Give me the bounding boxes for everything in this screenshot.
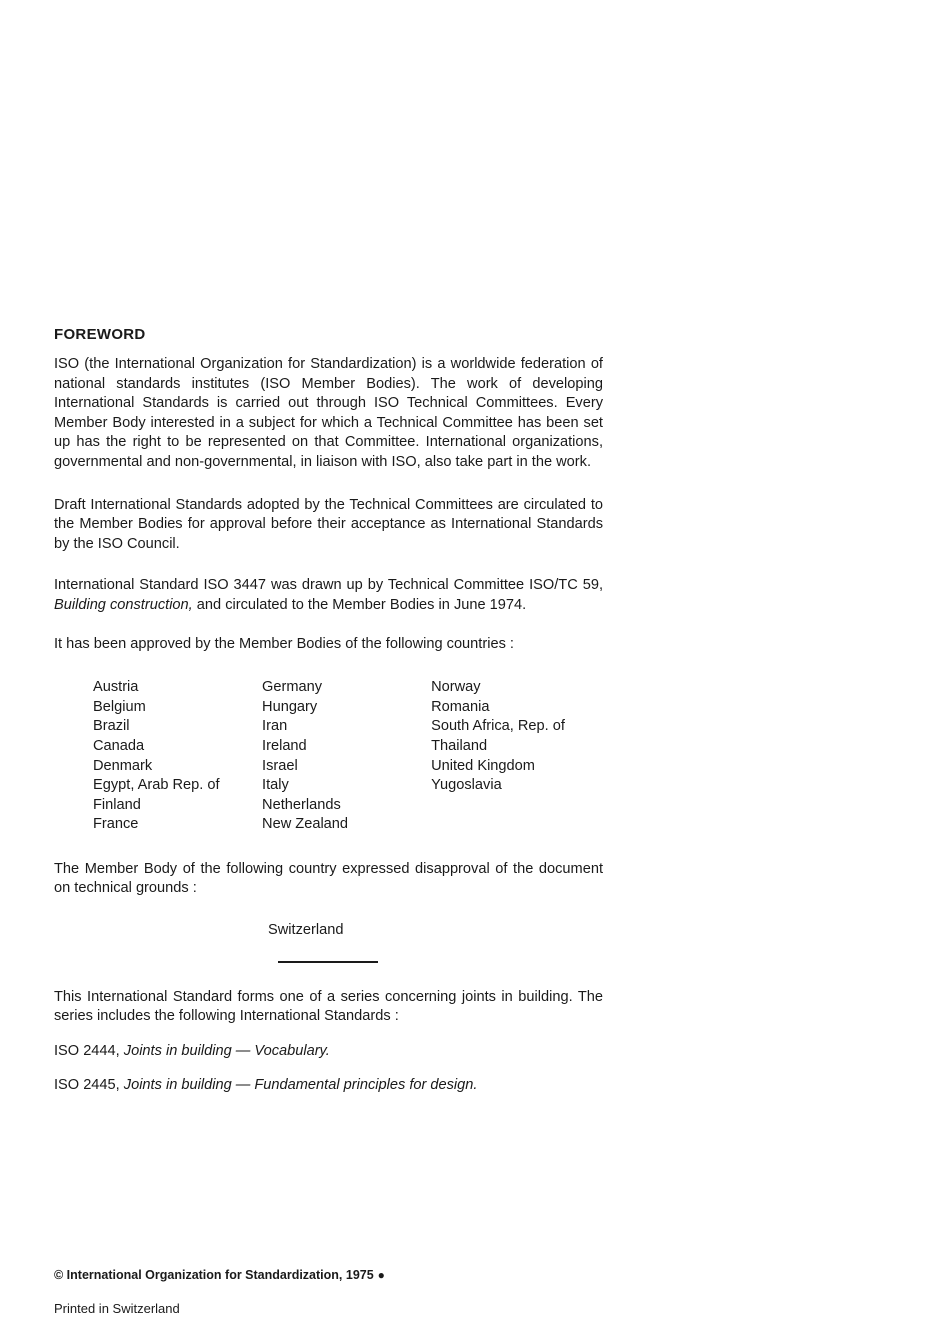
country-item: Ireland [262,737,307,754]
foreword-paragraph-approval: It has been approved by the Member Bodies of the following countries : [54,635,514,652]
country-item: Italy [262,777,289,794]
disapproving-country: Switzerland [268,922,344,939]
reference-item [54,1042,603,1062]
country-item: Romania [431,698,490,715]
country-item: Brazil [93,718,130,735]
country-item: Israel [262,757,298,774]
country-item: Germany [262,679,323,696]
bullet-icon: ● [377,1268,385,1282]
foreword-heading: FOREWORD [54,326,146,343]
copyright-text: © International Organization for Standardization, 1975 [54,1268,374,1282]
country-item: France [93,816,139,833]
foreword-section [54,326,603,1096]
foreword-paragraph-series: This International Standard forms one of a series concerning joints in building. The series includes the following International Standards : [54,988,603,1025]
country-item: Finland [93,796,141,813]
country-item: Austria [93,679,139,696]
standard-text-before: International Standard ISO 3447 was drawn up by Technical Committee ISO/TC 59, [54,577,603,594]
country-item: New Zealand [262,816,349,833]
foreword-paragraph-standard [54,576,603,615]
countries-column-3 [431,678,603,835]
reference-number: ISO 2444, [54,1042,124,1059]
country-item: United Kingdom [431,757,535,774]
standard-text-after: and circulated to the Member Bodies in June 1974. [192,596,527,613]
reference-title: Joints in building — Fundamental principles for design. [123,1077,478,1094]
reference-item [54,1076,603,1096]
reference-number: ISO 2445, [54,1077,124,1094]
reference-title: Joints in building — Vocabulary. [123,1042,330,1059]
country-item: Norway [431,679,481,696]
foreword-paragraph-iso: ISO (the International Organization for Standardization) is a worldwide federation of national standards institutes (ISO Member Bodies). The work of developing International Standards is carried out through ISO Technical Committees. Every Member Body interested in a subject for which a Technical Committee has been set up has the right to be represented on that Committee. International organizations, governmental and non-governmental, in liaison with ISO, also take part in the work. [54,356,603,470]
section-divider [278,961,378,963]
countries-column-2 [262,678,431,835]
copyright-notice [54,1268,385,1282]
countries-column-1 [93,678,262,835]
country-item: Netherlands [262,796,341,813]
country-item: Thailand [431,737,488,754]
country-item: Hungary [262,698,318,715]
country-item: Canada [93,737,145,754]
committee-title: Building construction, [54,596,193,613]
foreword-paragraph-drafts: Draft International Standards adopted by the Technical Committees are circulated to the Member Bodies for approval before their acceptance as International Standards by the ISO Council. [54,496,603,552]
country-item: Belgium [93,698,146,715]
approving-countries-list [93,678,603,835]
foreword-paragraph-disapproval: The Member Body of the following country expressed disapproval of the document on technical grounds : [54,860,603,897]
country-item: Egypt, Arab Rep. of [93,777,220,794]
country-item: Denmark [93,757,153,774]
country-item: Yugoslavia [431,777,502,794]
country-item: South Africa, Rep. of [431,718,565,735]
country-item: Iran [262,718,288,735]
printed-notice: Printed in Switzerland [54,1301,180,1316]
